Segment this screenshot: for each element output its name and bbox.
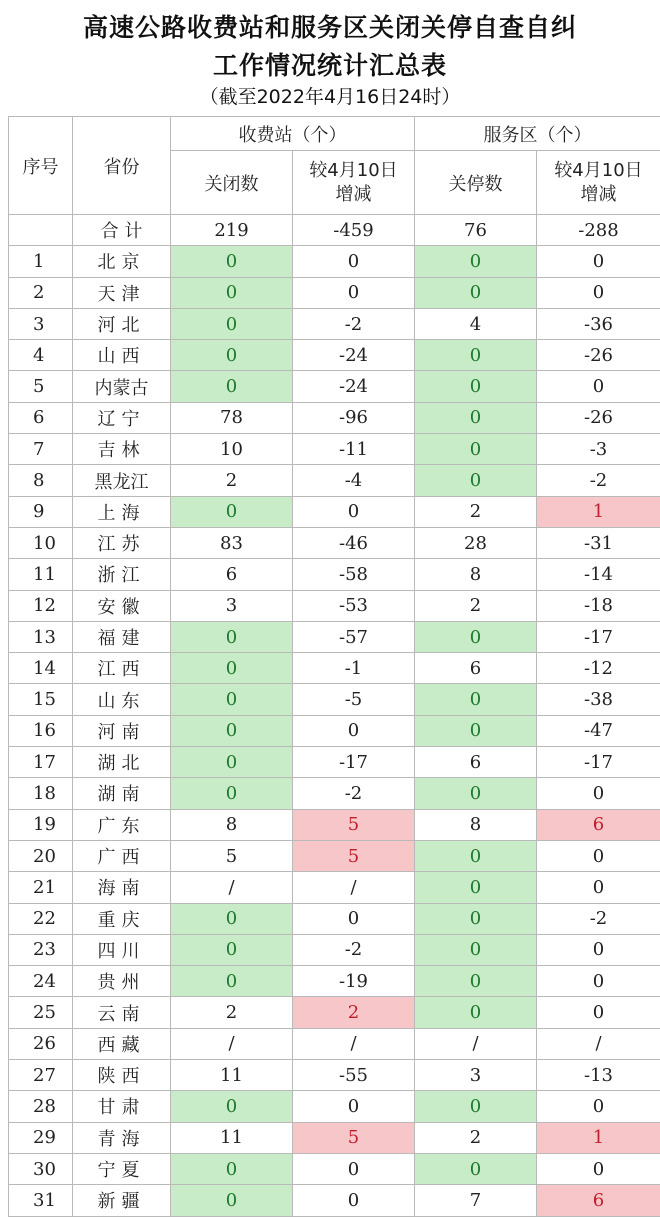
- cell-toll-change: 0: [293, 715, 415, 746]
- row-province: 青海: [73, 1122, 171, 1153]
- cell-toll-closed: 0: [171, 778, 293, 809]
- cell-toll-closed: 0: [171, 684, 293, 715]
- row-province: 西藏: [73, 1028, 171, 1059]
- row-province: 四川: [73, 934, 171, 965]
- cell-service-stopped: 0: [415, 778, 537, 809]
- row-province: 广东: [73, 809, 171, 840]
- cell-service-stopped: 7: [415, 1185, 537, 1216]
- row-province: 辽宁: [73, 402, 171, 433]
- cell-service-stopped: 0: [415, 465, 537, 496]
- row-seq: 26: [9, 1028, 73, 1059]
- cell-toll-change: -17: [293, 747, 415, 778]
- table-row: [9, 903, 660, 934]
- row-province: 湖南: [73, 778, 171, 809]
- cell-toll-closed: 5: [171, 840, 293, 871]
- cell-toll-closed: 11: [171, 1060, 293, 1091]
- total-service-stopped: 76: [415, 215, 537, 246]
- row-province: 上海: [73, 496, 171, 527]
- row-seq: 10: [9, 527, 73, 558]
- cell-toll-change: -2: [293, 308, 415, 339]
- cell-toll-change: -4: [293, 465, 415, 496]
- cell-toll-change: -11: [293, 434, 415, 465]
- cell-service-stopped: 0: [415, 371, 537, 402]
- table-row: [9, 277, 660, 308]
- cell-service-stopped: 0: [415, 1153, 537, 1184]
- row-province: 黑龙江: [73, 465, 171, 496]
- table-row: [9, 966, 660, 997]
- cell-service-stopped: 6: [415, 747, 537, 778]
- cell-service-change: -17: [537, 621, 660, 652]
- row-province: 山西: [73, 340, 171, 371]
- cell-toll-change: /: [293, 872, 415, 903]
- table-row: [9, 371, 660, 402]
- cell-toll-change: 0: [293, 496, 415, 527]
- cell-toll-closed: 0: [171, 496, 293, 527]
- cell-service-change: -26: [537, 402, 660, 433]
- table-row: [9, 308, 660, 339]
- cell-service-stopped: 2: [415, 590, 537, 621]
- header-toll-station: 收费站（个）: [171, 117, 415, 151]
- cell-service-stopped: 0: [415, 402, 537, 433]
- cell-service-change: -2: [537, 903, 660, 934]
- cell-service-change: 0: [537, 246, 660, 277]
- cell-service-stopped: 0: [415, 684, 537, 715]
- cell-service-change: -17: [537, 747, 660, 778]
- table-row: [9, 1091, 660, 1122]
- row-province: 山东: [73, 684, 171, 715]
- table-row: [9, 402, 660, 433]
- table-row: [9, 1122, 660, 1153]
- row-seq: 30: [9, 1153, 73, 1184]
- cell-toll-change: -53: [293, 590, 415, 621]
- row-province: 云南: [73, 997, 171, 1028]
- cell-service-change: 0: [537, 934, 660, 965]
- table-row: [9, 1060, 660, 1091]
- row-seq: 7: [9, 434, 73, 465]
- cell-toll-closed: 0: [171, 934, 293, 965]
- cell-service-change: -26: [537, 340, 660, 371]
- table-row: [9, 559, 660, 590]
- cell-toll-closed: 78: [171, 402, 293, 433]
- cell-toll-closed: 0: [171, 1185, 293, 1216]
- cell-service-change: -18: [537, 590, 660, 621]
- table-row: [9, 684, 660, 715]
- cell-toll-closed: 0: [171, 653, 293, 684]
- row-province: 重庆: [73, 903, 171, 934]
- cell-service-stopped: 0: [415, 277, 537, 308]
- cell-service-change: -14: [537, 559, 660, 590]
- cell-service-change: -36: [537, 308, 660, 339]
- row-province: 吉林: [73, 434, 171, 465]
- table-row: [9, 934, 660, 965]
- table-row: [9, 590, 660, 621]
- table-row: [9, 872, 660, 903]
- cell-service-change: -38: [537, 684, 660, 715]
- cell-service-change: 0: [537, 966, 660, 997]
- cell-service-stopped: 6: [415, 653, 537, 684]
- row-seq: 3: [9, 308, 73, 339]
- cell-service-change: 1: [537, 1122, 660, 1153]
- table-row: [9, 496, 660, 527]
- cell-toll-closed: /: [171, 872, 293, 903]
- cell-toll-closed: 6: [171, 559, 293, 590]
- cell-service-change: -47: [537, 715, 660, 746]
- row-province: 安徽: [73, 590, 171, 621]
- row-seq: 31: [9, 1185, 73, 1216]
- row-seq: 18: [9, 778, 73, 809]
- row-seq: 25: [9, 997, 73, 1028]
- cell-toll-change: 0: [293, 1091, 415, 1122]
- row-seq: 29: [9, 1122, 73, 1153]
- cell-service-change: 0: [537, 997, 660, 1028]
- header-toll-change: 较4月10日 增减: [293, 151, 415, 215]
- row-seq: 6: [9, 402, 73, 433]
- row-province: 内蒙古: [73, 371, 171, 402]
- cell-toll-closed: 10: [171, 434, 293, 465]
- table-subtitle: （截至2022年4月16日24时）: [0, 82, 660, 109]
- cell-service-change: -13: [537, 1060, 660, 1091]
- row-seq: 12: [9, 590, 73, 621]
- header-service-change: 较4月10日 增减: [537, 151, 660, 215]
- header-province: 省份: [73, 117, 171, 215]
- row-seq: 20: [9, 840, 73, 871]
- table-row: [9, 809, 660, 840]
- row-province: 新疆: [73, 1185, 171, 1216]
- row-seq: 19: [9, 809, 73, 840]
- cell-service-change: -2: [537, 465, 660, 496]
- row-seq: 13: [9, 621, 73, 652]
- table-row: [9, 840, 660, 871]
- cell-service-change: -3: [537, 434, 660, 465]
- cell-toll-change: -2: [293, 778, 415, 809]
- cell-toll-change: 0: [293, 903, 415, 934]
- cell-toll-closed: 0: [171, 1153, 293, 1184]
- cell-toll-closed: 0: [171, 308, 293, 339]
- cell-toll-change: -1: [293, 653, 415, 684]
- row-seq: 14: [9, 653, 73, 684]
- table-row: [9, 653, 660, 684]
- table-row: [9, 1185, 660, 1216]
- header-seq: 序号: [9, 117, 73, 215]
- header-service-area: 服务区（个）: [415, 117, 660, 151]
- cell-toll-change: 5: [293, 840, 415, 871]
- table-row: [9, 1153, 660, 1184]
- cell-service-stopped: 0: [415, 997, 537, 1028]
- cell-service-change: 0: [537, 277, 660, 308]
- cell-toll-closed: 2: [171, 465, 293, 496]
- cell-service-stopped: 0: [415, 934, 537, 965]
- row-province: 浙江: [73, 559, 171, 590]
- cell-toll-closed: 0: [171, 966, 293, 997]
- table-row: [9, 527, 660, 558]
- row-seq: 2: [9, 277, 73, 308]
- cell-service-stopped: 0: [415, 903, 537, 934]
- row-seq: 9: [9, 496, 73, 527]
- row-seq: 22: [9, 903, 73, 934]
- table-row: [9, 434, 660, 465]
- cell-toll-change: -5: [293, 684, 415, 715]
- cell-service-stopped: 0: [415, 715, 537, 746]
- table-row: [9, 747, 660, 778]
- row-seq: 24: [9, 966, 73, 997]
- table-title-line2: 工作情况统计汇总表: [0, 46, 660, 82]
- table-row: [9, 340, 660, 371]
- row-seq: 28: [9, 1091, 73, 1122]
- total-toll-closed: 219: [171, 215, 293, 246]
- cell-service-stopped: /: [415, 1028, 537, 1059]
- statistics-table: [8, 116, 660, 1217]
- row-province: 河南: [73, 715, 171, 746]
- cell-service-stopped: 3: [415, 1060, 537, 1091]
- cell-toll-closed: 0: [171, 340, 293, 371]
- row-province: 河北: [73, 308, 171, 339]
- cell-toll-closed: 0: [171, 903, 293, 934]
- cell-service-stopped: 0: [415, 621, 537, 652]
- row-province: 江西: [73, 653, 171, 684]
- cell-toll-change: -24: [293, 340, 415, 371]
- cell-service-stopped: 0: [415, 434, 537, 465]
- cell-service-stopped: 28: [415, 527, 537, 558]
- cell-service-change: 0: [537, 840, 660, 871]
- cell-toll-change: -57: [293, 621, 415, 652]
- header-stopped-count: 关停数: [415, 151, 537, 215]
- row-seq: 8: [9, 465, 73, 496]
- row-province: 宁夏: [73, 1153, 171, 1184]
- cell-service-stopped: 2: [415, 496, 537, 527]
- cell-service-stopped: 8: [415, 809, 537, 840]
- table-row: [9, 1028, 660, 1059]
- cell-toll-change: -46: [293, 527, 415, 558]
- cell-toll-closed: 0: [171, 747, 293, 778]
- row-seq: 23: [9, 934, 73, 965]
- cell-service-stopped: 0: [415, 1091, 537, 1122]
- cell-service-stopped: 4: [415, 308, 537, 339]
- cell-service-change: 0: [537, 371, 660, 402]
- cell-toll-closed: 0: [171, 246, 293, 277]
- cell-service-stopped: 0: [415, 872, 537, 903]
- cell-toll-closed: 0: [171, 621, 293, 652]
- table-title: 高速公路收费站和服务区关闭关停自查自纠: [0, 8, 660, 44]
- cell-toll-change: 0: [293, 277, 415, 308]
- row-seq: 16: [9, 715, 73, 746]
- cell-service-change: /: [537, 1028, 660, 1059]
- cell-service-stopped: 0: [415, 340, 537, 371]
- row-province: 贵州: [73, 966, 171, 997]
- row-province: 甘肃: [73, 1091, 171, 1122]
- total-label: 合 计: [73, 215, 171, 246]
- cell-toll-change: 5: [293, 809, 415, 840]
- row-seq: 1: [9, 246, 73, 277]
- cell-toll-change: 0: [293, 1153, 415, 1184]
- cell-service-change: 6: [537, 809, 660, 840]
- table-row: [9, 465, 660, 496]
- row-province: 福建: [73, 621, 171, 652]
- row-province: 广西: [73, 840, 171, 871]
- row-province: 北京: [73, 246, 171, 277]
- cell-service-change: 0: [537, 778, 660, 809]
- cell-service-change: -12: [537, 653, 660, 684]
- cell-toll-closed: /: [171, 1028, 293, 1059]
- cell-service-stopped: 0: [415, 246, 537, 277]
- table-row: [9, 997, 660, 1028]
- header-closed-count: 关闭数: [171, 151, 293, 215]
- cell-toll-change: -19: [293, 966, 415, 997]
- cell-toll-closed: 83: [171, 527, 293, 558]
- table-row: [9, 621, 660, 652]
- cell-service-change: 0: [537, 1091, 660, 1122]
- cell-toll-closed: 2: [171, 997, 293, 1028]
- cell-toll-change: -96: [293, 402, 415, 433]
- row-province: 陕西: [73, 1060, 171, 1091]
- cell-toll-closed: 0: [171, 715, 293, 746]
- table-row: [9, 715, 660, 746]
- cell-toll-change: -58: [293, 559, 415, 590]
- row-province: 江苏: [73, 527, 171, 558]
- cell-service-change: 6: [537, 1185, 660, 1216]
- row-province: 天津: [73, 277, 171, 308]
- cell-service-change: -31: [537, 527, 660, 558]
- row-seq: 4: [9, 340, 73, 371]
- cell-toll-closed: 0: [171, 1091, 293, 1122]
- row-seq: 15: [9, 684, 73, 715]
- table-row: [9, 246, 660, 277]
- cell-service-stopped: 0: [415, 966, 537, 997]
- cell-toll-change: 0: [293, 246, 415, 277]
- cell-toll-closed: 3: [171, 590, 293, 621]
- row-province: 湖北: [73, 747, 171, 778]
- cell-service-change: 1: [537, 496, 660, 527]
- row-seq: 17: [9, 747, 73, 778]
- cell-toll-closed: 0: [171, 277, 293, 308]
- row-province: 海南: [73, 872, 171, 903]
- cell-toll-closed: 8: [171, 809, 293, 840]
- cell-toll-closed: 0: [171, 371, 293, 402]
- cell-toll-change: -55: [293, 1060, 415, 1091]
- cell-service-stopped: 8: [415, 559, 537, 590]
- cell-service-stopped: 0: [415, 840, 537, 871]
- total-toll-change: -459: [293, 215, 415, 246]
- row-seq: 27: [9, 1060, 73, 1091]
- cell-toll-change: /: [293, 1028, 415, 1059]
- cell-toll-change: 2: [293, 997, 415, 1028]
- cell-service-stopped: 2: [415, 1122, 537, 1153]
- total-service-change: -288: [537, 215, 660, 246]
- cell-service-change: 0: [537, 872, 660, 903]
- cell-service-change: 0: [537, 1153, 660, 1184]
- cell-toll-change: -24: [293, 371, 415, 402]
- cell-toll-change: 0: [293, 1185, 415, 1216]
- total-seq: [9, 215, 73, 246]
- cell-toll-closed: 11: [171, 1122, 293, 1153]
- row-seq: 21: [9, 872, 73, 903]
- cell-toll-change: 5: [293, 1122, 415, 1153]
- cell-toll-change: -2: [293, 934, 415, 965]
- row-seq: 11: [9, 559, 73, 590]
- row-seq: 5: [9, 371, 73, 402]
- total-row: [9, 215, 660, 246]
- table-row: [9, 778, 660, 809]
